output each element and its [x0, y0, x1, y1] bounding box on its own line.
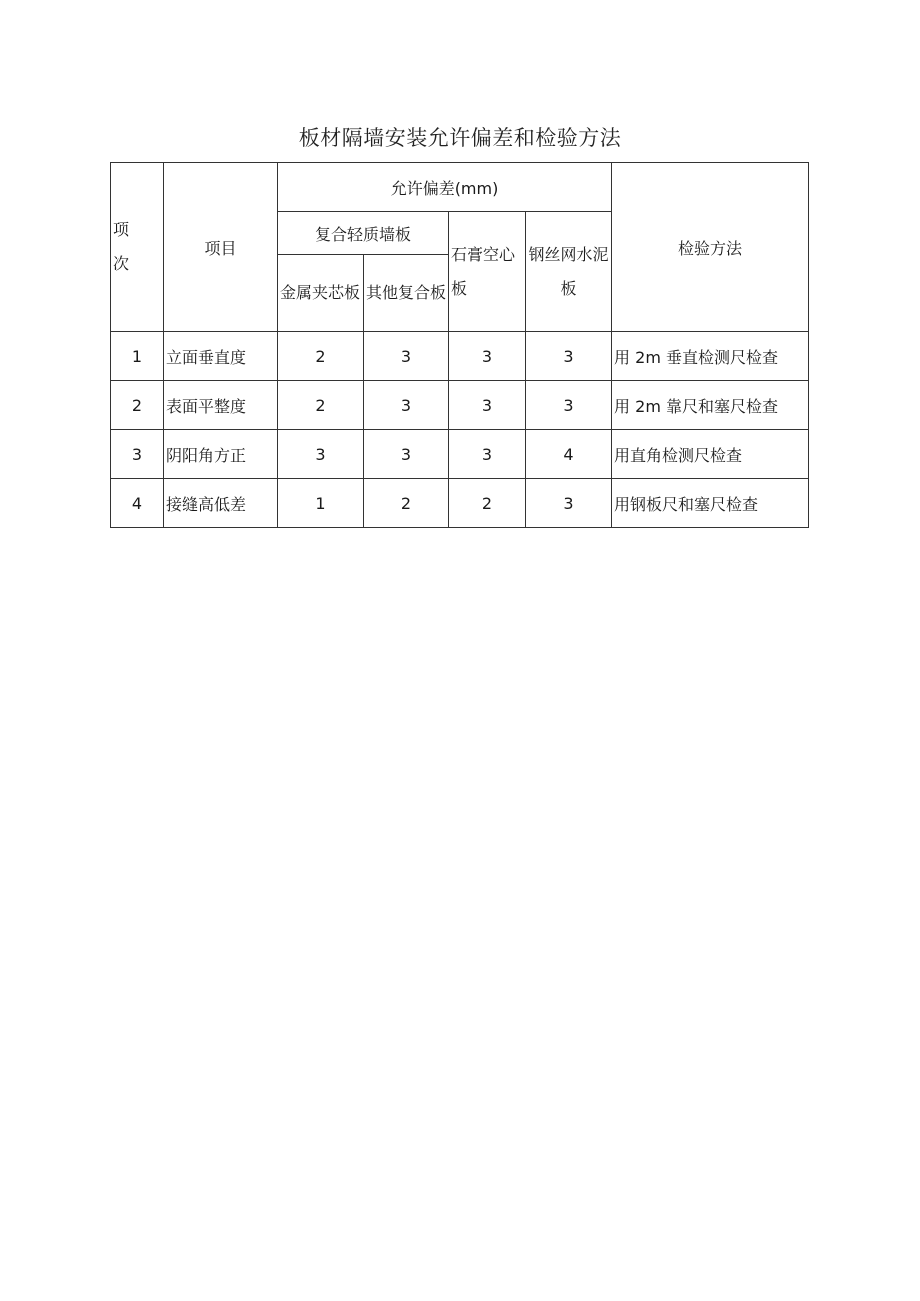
header-composite-cell [278, 212, 449, 255]
table-row [111, 479, 809, 528]
header-metal-sandwich: 金属夹芯板 [280, 283, 361, 302]
row-mesh-value: 3 [526, 381, 612, 430]
header-allowed-deviation-cell [278, 163, 612, 212]
row-method: 用 2m 靠尺和塞尺检查 [612, 381, 809, 430]
table-row [111, 332, 809, 381]
row-item: 立面垂直度 [164, 332, 278, 381]
row-mesh-value: 3 [526, 332, 612, 381]
header-index-cell [111, 163, 164, 332]
row-gypsum-value: 3 [449, 381, 526, 430]
row-index: 3 [111, 430, 164, 479]
row-method: 用直角检测尺检查 [612, 430, 809, 479]
row-mesh-value: 3 [526, 479, 612, 528]
header-index: 项次 [113, 220, 130, 273]
row-other-value: 2 [364, 479, 449, 528]
header-row-1 [111, 163, 809, 212]
header-allowed-deviation: 允许偏差(mm) [390, 178, 499, 198]
row-gypsum-value: 3 [449, 332, 526, 381]
row-item: 表面平整度 [164, 381, 278, 430]
row-index: 2 [111, 381, 164, 430]
header-other-cell [364, 255, 449, 332]
header-gypsum-cell [449, 212, 526, 332]
header-steel-mesh-cement: 钢丝网水泥板 [528, 244, 609, 298]
header-other-composite: 其他复合板 [366, 283, 447, 302]
table-row [111, 381, 809, 430]
header-item-cell [164, 163, 278, 332]
row-metal-value: 3 [278, 430, 364, 479]
row-item: 接缝高低差 [164, 479, 278, 528]
row-index: 4 [111, 479, 164, 528]
header-gypsum-hollow: 石膏空心板 [451, 244, 516, 298]
table-row [111, 430, 809, 479]
row-metal-value: 2 [278, 381, 364, 430]
header-composite-light-wall: 复合轻质墙板 [314, 224, 411, 244]
row-method: 用钢板尺和塞尺检查 [612, 479, 809, 528]
header-item: 项目 [204, 238, 237, 258]
header-metal-cell [278, 255, 364, 332]
row-metal-value: 2 [278, 332, 364, 381]
row-item: 阴阳角方正 [164, 430, 278, 479]
row-other-value: 3 [364, 381, 449, 430]
row-mesh-value: 4 [526, 430, 612, 479]
row-gypsum-value: 3 [449, 430, 526, 479]
row-index: 1 [111, 332, 164, 381]
header-method: 检验方法 [678, 238, 743, 258]
page-title: 板材隔墙安装允许偏差和检验方法 [298, 126, 622, 150]
row-other-value: 3 [364, 430, 449, 479]
row-method: 用 2m 垂直检测尺检查 [612, 332, 809, 381]
row-gypsum-value: 2 [449, 479, 526, 528]
header-method-cell [612, 163, 809, 332]
deviation-table [110, 162, 809, 528]
header-mesh-cell [526, 212, 612, 332]
row-other-value: 3 [364, 332, 449, 381]
row-metal-value: 1 [278, 479, 364, 528]
